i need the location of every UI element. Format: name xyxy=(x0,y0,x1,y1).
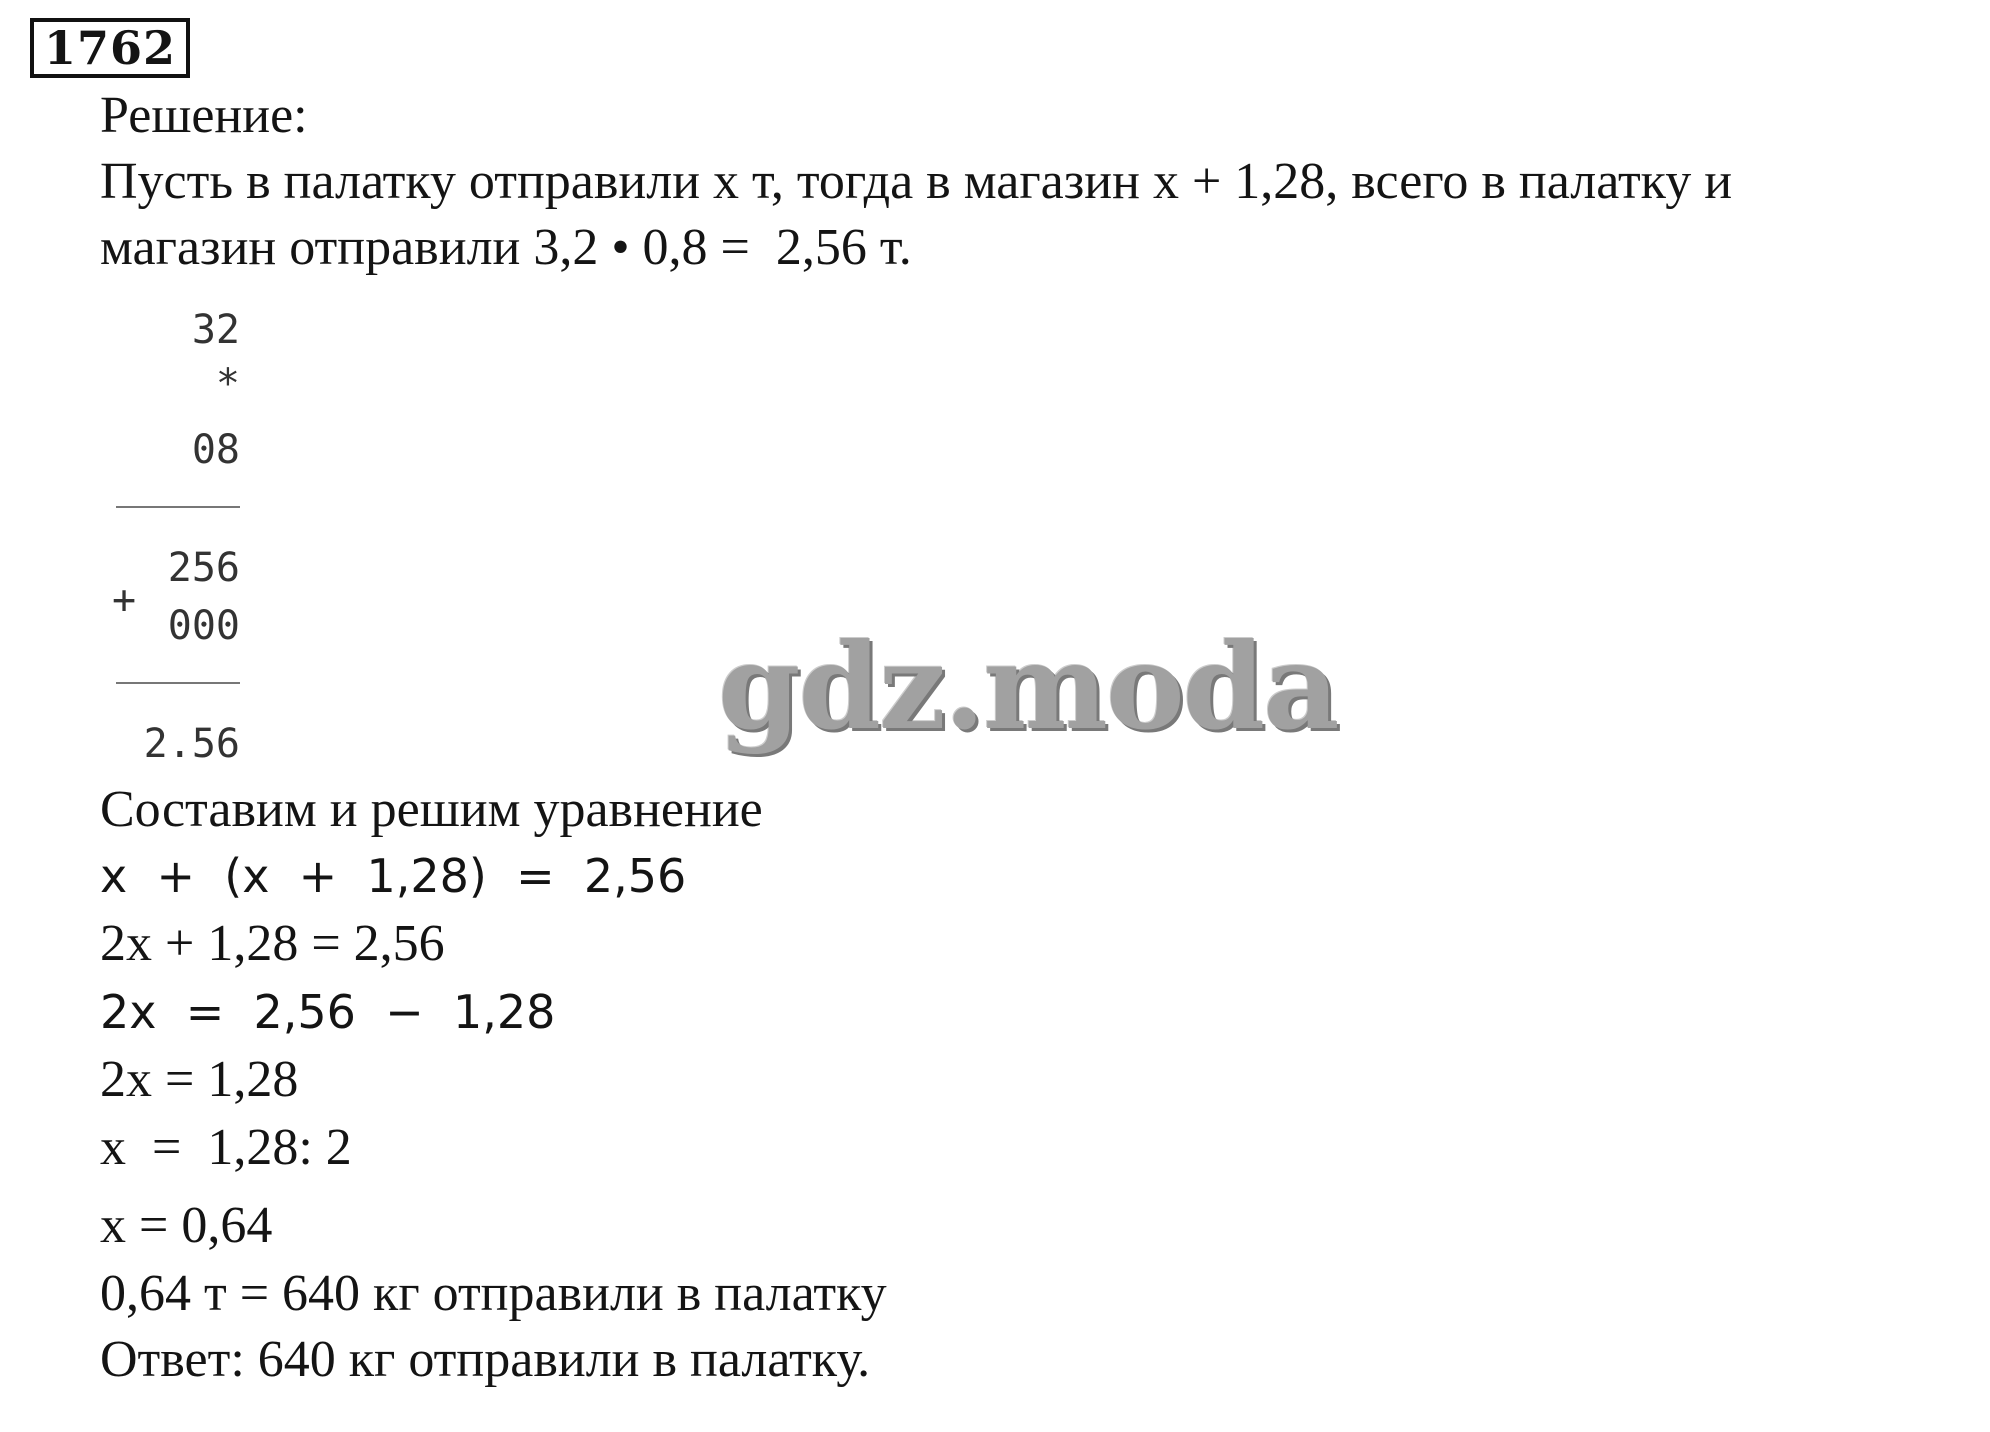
multiplier: 08 xyxy=(191,427,240,473)
equation-step: 2x = 1,28 xyxy=(100,1051,299,1108)
equation-step: x = 1,28: 2 xyxy=(100,1119,352,1176)
plus-sign: + xyxy=(112,577,137,623)
partial-product-2: 000 xyxy=(167,603,240,649)
watermark: gdz.moda xyxy=(718,617,1338,756)
intro-line-1: Пусть в палатку отправили x т, тогда в магазин x + 1,28, всего в палатку и xyxy=(100,153,1733,210)
intro-line-2: магазин отправили 3,2 • 0,8 = 2,56 т. xyxy=(100,219,912,276)
equation-step: x + (x + 1,28) = 2,56 xyxy=(100,849,687,903)
conversion-line: 0,64 т = 640 кг отправили в палатку xyxy=(100,1265,887,1322)
solution-heading: Решение: xyxy=(100,87,308,144)
equation-step: x = 0,64 xyxy=(100,1197,273,1254)
equation-step: 2x + 1,28 = 2,56 xyxy=(100,915,445,972)
equation-step: 2x = 2,56 − 1,28 xyxy=(100,985,556,1039)
problem-number-box: 1762 xyxy=(30,18,190,78)
answer-line: Ответ: 640 кг отправили в палатку. xyxy=(100,1331,871,1388)
divider-line xyxy=(116,506,240,508)
partial-product-1: 256 xyxy=(167,545,240,591)
product-result: 2.56 xyxy=(143,721,240,767)
divider-line xyxy=(116,682,240,684)
multiply-operator: * xyxy=(215,361,240,407)
equation-heading: Составим и решим уравнение xyxy=(100,781,763,838)
multiplicand: 32 xyxy=(191,307,240,353)
